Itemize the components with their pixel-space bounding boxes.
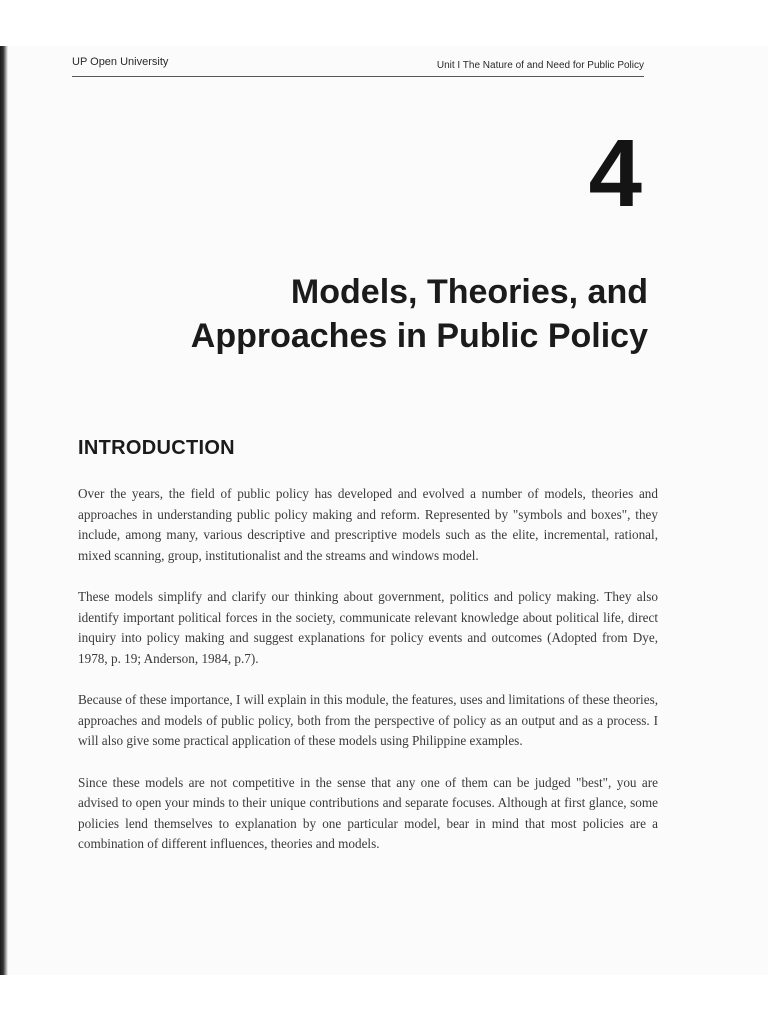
body-text [78,484,658,876]
top-margin [0,0,768,46]
running-header [72,52,644,77]
paragraph: Over the years, the field of public policy has developed and evolved a number of models, theories and approaches in understanding public policy making and reform. Represented by "symbols and boxes", they include, among many, various descriptive and prescriptive models such as the elite, incremental, rational, mixed scanning, group, institutionalist and the streams and windows model. [78,486,658,563]
chapter-title [88,270,648,358]
paragraph: These models simplify and clarify our thinking about government, politics and policy making. They also identify important political forces in the society, communicate relevant knowledge about political life, direct inquiry into policy making and suggest explanations for policy events and outcomes (Adopted from Dye, 1978, p. 19; Anderson, 1984, p.7). [78,589,658,666]
paragraph: Because of these importance, I will explain in this module, the features, uses and limitations of these theories, approaches and models of public policy, both from the perspective of policy as an output and as a process. I will also give some practical application of these models using Philippine examples. [78,692,658,748]
header-publisher: UP Open University [72,56,169,68]
paragraph: Since these models are not competitive in the sense that any one of them can be judged "best", you are advised to open your minds to their unique contributions and separate focuses. Although at first glance, some policies lend themselves to explanation by one particular model, bear in mind that most policies are a combination of different influences, theories and models. [78,774,658,851]
chapter-number: 4 [588,120,642,227]
page-edge-shadow [0,46,8,975]
chapter-title-line-1: Models, Theories, and [290,273,648,311]
section-heading: INTRODUCTION [78,437,235,459]
chapter-title-line-2: Approaches in Public Policy [190,317,648,355]
header-unit-title: Unit I The Nature of and Need for Public Policy [436,60,644,71]
bottom-margin [0,975,768,1024]
